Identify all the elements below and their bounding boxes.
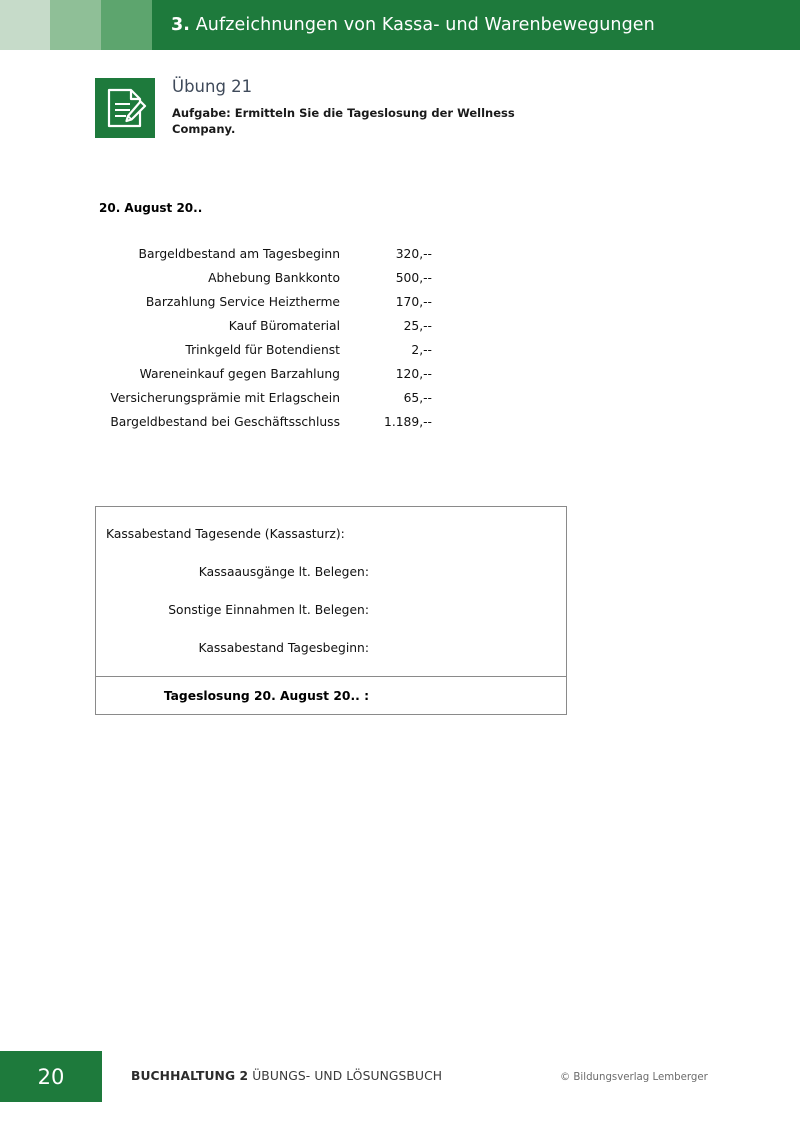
exercise-block bbox=[95, 78, 735, 138]
solution-row-label: Kassaausgänge lt. Belegen: bbox=[198, 565, 369, 579]
solution-box bbox=[95, 506, 567, 715]
solution-box-total-row bbox=[96, 677, 566, 714]
table-row bbox=[60, 362, 432, 386]
transaction-label: Trinkgeld für Botendienst bbox=[185, 343, 340, 357]
table-row bbox=[60, 242, 432, 266]
transaction-amount: 25,-- bbox=[403, 319, 432, 333]
transaction-label: Barzahlung Service Heiztherme bbox=[145, 295, 340, 309]
transactions-list-body bbox=[60, 242, 432, 434]
table-row bbox=[60, 290, 432, 314]
transaction-amount: 120,-- bbox=[395, 367, 432, 381]
transaction-label: Wareneinkauf gegen Barzahlung bbox=[139, 367, 340, 381]
solution-row bbox=[96, 591, 566, 629]
table-row bbox=[60, 314, 432, 338]
solution-row bbox=[96, 553, 566, 591]
exercise-text bbox=[172, 78, 735, 138]
exercise-task-description: Aufgabe: Ermitteln Sie die Tageslosung der Wellness Company. bbox=[172, 106, 515, 137]
footer-title-rest: ÜBUNGS- UND LÖSUNGSBUCH bbox=[252, 1069, 443, 1083]
transactions-date-heading: 20. August 20.. bbox=[99, 201, 203, 215]
transactions-list bbox=[60, 242, 432, 434]
chapter-heading bbox=[152, 15, 655, 35]
transaction-amount: 170,-- bbox=[395, 295, 432, 309]
solution-box-rows bbox=[96, 507, 566, 676]
footer-page-badge bbox=[0, 1051, 102, 1102]
solution-row bbox=[96, 515, 566, 553]
header-band-dark bbox=[152, 0, 800, 50]
transaction-amount: 65,-- bbox=[403, 391, 432, 405]
chapter-title: Aufzeichnungen von Kassa- und Warenbewegungen bbox=[195, 15, 655, 35]
page-number: 20 bbox=[37, 1064, 65, 1089]
header-band-lightest bbox=[0, 0, 50, 50]
exercise-heading: Übung 21 bbox=[172, 77, 253, 96]
solution-row-label: Kassabestand Tagesende (Kassasturz): bbox=[106, 527, 345, 541]
transaction-label: Kauf Büromaterial bbox=[228, 319, 340, 333]
solution-row-label: Kassabestand Tagesbeginn: bbox=[198, 641, 369, 655]
table-row bbox=[60, 266, 432, 290]
page-header bbox=[0, 0, 800, 50]
solution-total-label: Tageslosung 20. August 20.. : bbox=[163, 688, 369, 703]
table-row bbox=[60, 386, 432, 410]
document-pencil-icon bbox=[95, 78, 155, 138]
transaction-amount: 320,-- bbox=[395, 247, 432, 261]
chapter-number: 3. bbox=[171, 15, 191, 35]
transaction-amount: 2,-- bbox=[411, 343, 432, 357]
table-row bbox=[60, 410, 432, 434]
table-row bbox=[60, 338, 432, 362]
footer-book-title bbox=[131, 1069, 442, 1083]
transaction-label: Versicherungsprämie mit Erlagschein bbox=[110, 391, 340, 405]
transaction-label: Bargeldbestand am Tagesbeginn bbox=[138, 247, 340, 261]
transaction-label: Abhebung Bankkonto bbox=[208, 271, 340, 285]
transaction-amount: 500,-- bbox=[395, 271, 432, 285]
transaction-amount: 1.189,-- bbox=[384, 415, 432, 429]
solution-row-label: Sonstige Einnahmen lt. Belegen: bbox=[168, 603, 369, 617]
footer-copyright: © Bildungsverlag Lemberger bbox=[560, 1072, 708, 1083]
header-band-medium bbox=[101, 0, 152, 50]
header-band-light bbox=[50, 0, 101, 50]
transaction-label: Bargeldbestand bei Geschäftsschluss bbox=[110, 415, 340, 429]
footer-title-bold: BUCHHALTUNG 2 bbox=[131, 1069, 249, 1083]
solution-row bbox=[96, 629, 566, 667]
